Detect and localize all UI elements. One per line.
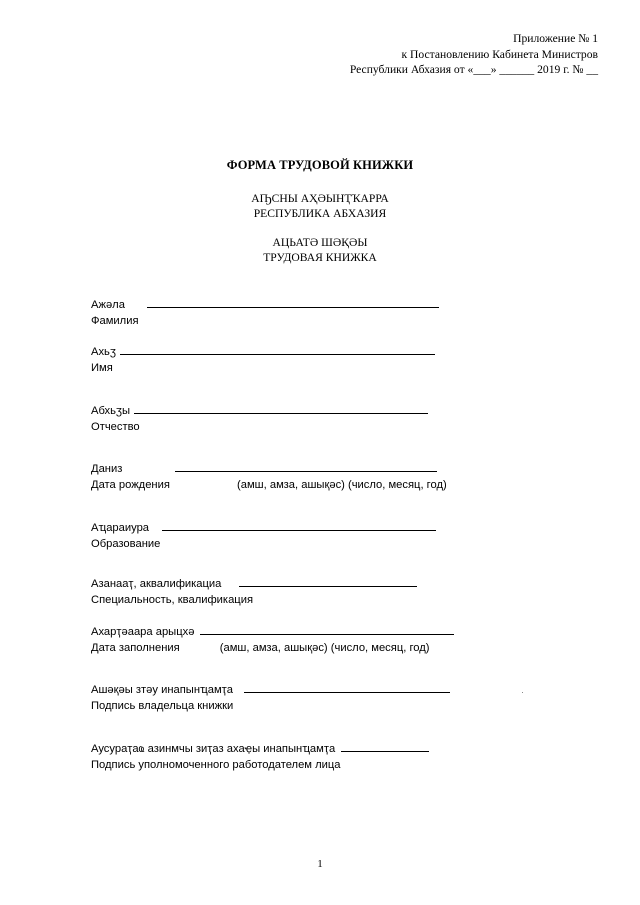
education-label-abkhaz: Аҵараиура xyxy=(91,522,150,534)
owner-signature-label-abkhaz: Ашәқәы зтәу инапынҵамҭа xyxy=(91,684,234,696)
specialty-input-line[interactable] xyxy=(239,575,417,587)
name-field xyxy=(91,343,435,376)
republic-russian: РЕСПУБЛИКА АБХАЗИЯ xyxy=(253,207,387,220)
name-label-abkhaz: Ахьӡ xyxy=(91,346,116,358)
education-input-line[interactable] xyxy=(162,519,436,531)
employer-signature-field xyxy=(91,740,429,773)
republic-abkhaz: АҦСНЫ АҲӘЫНҬҠАРРА xyxy=(251,192,389,205)
appendix-line-2: к Постановлению Кабинета Министров xyxy=(401,47,598,61)
scan-speck xyxy=(522,692,523,693)
surname-input-line[interactable] xyxy=(147,296,439,308)
birth-date-hint: (амш, амза, ашықәс) (число, месяц, год) xyxy=(237,479,447,491)
specialty-label-abkhaz: Азанааҭ, аквалификациа xyxy=(91,578,222,590)
fill-date-label-abkhaz: Ахарҭәаара арыцхә xyxy=(91,626,195,638)
fill-date-input-line[interactable] xyxy=(200,623,454,635)
fill-date-label-russian: Дата заполнения xyxy=(91,642,180,654)
birth-date-field xyxy=(91,460,447,493)
birth-date-label-abkhaz: Даниз xyxy=(91,463,123,475)
book-abkhaz: АЦЬАТӘ ШӘҚӘЫ xyxy=(272,236,368,249)
patronymic-field xyxy=(91,402,428,435)
patronymic-label-russian: Отчество xyxy=(91,421,140,433)
patronymic-label-abkhaz: Абхьӡы xyxy=(91,405,131,417)
book-russian: ТРУДОВАЯ КНИЖКА xyxy=(263,251,377,264)
owner-signature-field xyxy=(91,681,450,714)
name-input-line[interactable] xyxy=(120,343,435,355)
patronymic-input-line[interactable] xyxy=(134,402,428,414)
fill-date-hint: (амш, амза, ашықәс) (число, месяц, год) xyxy=(219,642,430,654)
birth-date-input-line[interactable] xyxy=(175,460,437,472)
employer-signature-label-abkhaz: Аусураҭаҩ азинмчы зиҭаз ахаҿы инапынҵамҭа xyxy=(91,743,336,755)
employer-signature-input-line[interactable] xyxy=(341,740,429,752)
appendix-line-1: Приложение № 1 xyxy=(513,32,598,45)
education-field xyxy=(91,519,436,552)
form-title: ФОРМА ТРУДОВОЙ КНИЖКИ xyxy=(226,158,414,172)
birth-date-label-russian: Дата рождения xyxy=(91,479,170,491)
appendix-header xyxy=(350,31,598,78)
owner-signature-input-line[interactable] xyxy=(244,681,450,693)
surname-label-russian: Фамилия xyxy=(91,315,139,327)
book-heading xyxy=(0,235,640,265)
appendix-line-3: Республики Абхазия от «___» ______ 2019 г. № __ xyxy=(349,63,598,76)
fill-date-field xyxy=(91,623,454,656)
employer-signature-label-russian: Подпись уполномоченного работодателем лица xyxy=(91,759,341,771)
page-number: 1 xyxy=(317,858,323,870)
owner-signature-label-russian: Подпись владельца книжки xyxy=(91,700,234,712)
education-label-russian: Образование xyxy=(91,538,161,550)
republic-heading xyxy=(0,191,640,221)
name-label-russian: Имя xyxy=(91,362,113,374)
surname-label-abkhaz: Ажәла xyxy=(91,299,125,311)
specialty-label-russian: Специальность, квалификация xyxy=(91,594,254,606)
surname-field xyxy=(91,296,439,329)
specialty-field xyxy=(91,575,417,608)
